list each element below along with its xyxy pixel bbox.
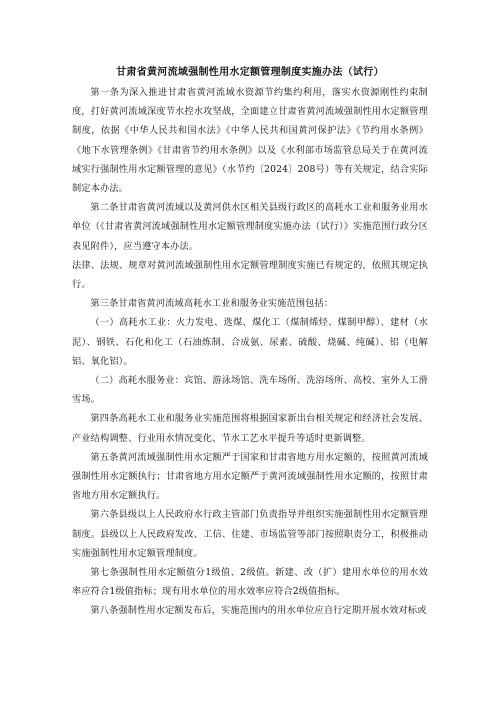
article-2: 第二条甘肃省黄河流域以及黄河供水区相关县级行政区的高耗水工业和服务业用水单位（《甘肃省黄河流域强制性用水定额管理制度实施办法（试行）》实施范围行政分区表见附件），应当遵守本办法。	[72, 202, 428, 252]
document-title: 甘肃省黄河流域强制性用水定额管理制度实施办法（试行）	[116, 67, 384, 78]
article-1: 第一条为深入推进甘肃省黄河流域水资源节约集约利用，落实水资源刚性约束制度，打好黄河流域深度节水控水攻坚战，全面建立甘肃省黄河流域强制性用水定额管理制度，依据《中华人民共和国水法》《中华人民共和国黄河保护法》《节约用水条例》《地下水管理条例》《甘肃省节约用水条例》以及《水利部市场监管总局关于在黄河流域实行强制性用水定额管理的意见》（水节约〔2024〕208号）等有关规定，结合实际制定本办法。	[72, 87, 428, 195]
article-2-supplement: 法律、法规、规章对黄河流域强制性用水定额管理制度实施已有规定的，依照其规定执行。	[72, 259, 428, 291]
article-5: 第五条黄河流域强制性用水定额严于国家和甘肃省地方用水定额的，按照黄河流域强制性用水定额执行；甘肃省地方用水定额严于黄河流域强制性用水定额的，按照甘肃省地方用水定额执行。	[72, 451, 428, 502]
article-3-item-2: （二）高耗水服务业：宾馆、游泳场馆、洗车场所、洗浴场所、高校、室外人工滑雪场。	[72, 375, 428, 406]
article-4: 第四条高耗水工业和服务业实施范围将根据国家新出台相关规定和经济社会发展、产业结构调整、行业用水情况变化、节水工艺水平提升等适时更新调整。	[72, 413, 428, 444]
article-6: 第六条县级以上人民政府水行政主管部门负责指导并组织实施强制性用水定额管理制度。县级以上人民政府发改、工信、住建、市场监管等部门按照职责分工，积极推动实施强制性用水定额管理制度。	[72, 509, 428, 559]
article-3: 第三条甘肃省黄河流域高耗水工业和服务业实施范围包括：	[90, 298, 334, 310]
article-7: 第七条强制性用水定额值分1级值、2级值。新建、改（扩）建用水单位的用水效率应符合1级值指标；现有用水单位的用水效率应符合2级值指标。	[72, 567, 428, 598]
article-8: 第八条强制性用水定额发布后，实施范围内的用水单位应自行定期开展水效对标或	[90, 605, 427, 617]
article-3-item-1: （一）高耗水工业：火力发电、选煤、煤化工（煤制烯烃、煤制甲醇）、建材（水泥）、钢铁、石化和化工（石油炼制、合成氨、尿素、硫酸、烧碱、纯碱）、铝（电解铝、氧化铝）。	[72, 317, 428, 367]
